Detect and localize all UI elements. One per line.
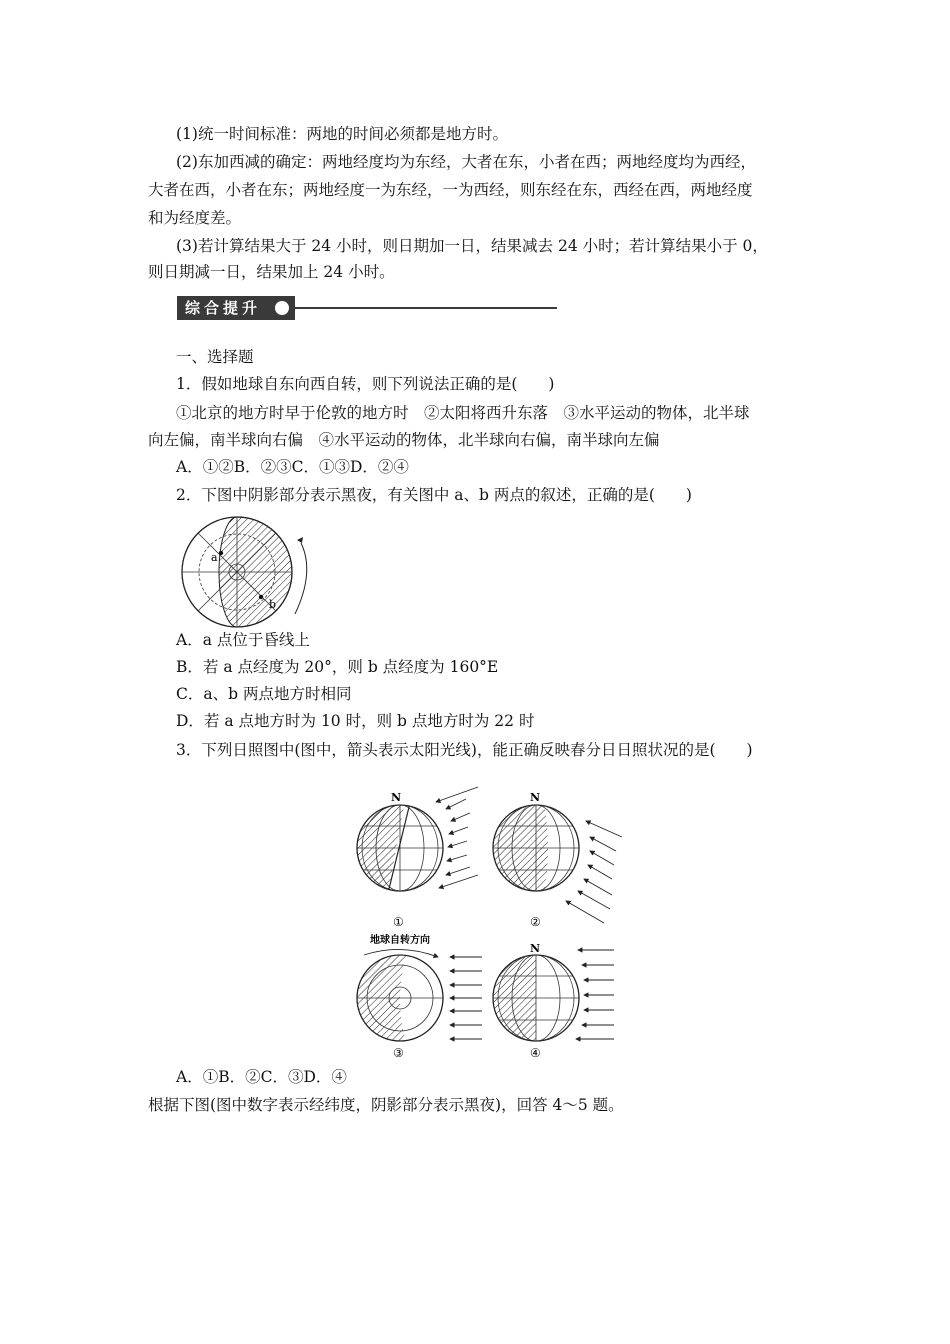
caption-4: ④ [530,1046,541,1060]
caption-2: ② [530,915,541,929]
q3-stem: 3．下列日照图中(图中，箭头表示太阳光线)，能正确反映春分日日照状况的是( ) [176,741,753,759]
north-label-4: N [530,942,541,955]
intro-line-3: 大者在西，小者在东；两地经度一为东经，一为西经，则东经在东，西经在西，两地经度 [148,181,753,199]
q2-option-c: C．a、b 两点地方时相同 [176,685,352,703]
q1-statement-2: 向左偏，南半球向右偏 ④水平运动的物体，北半球向右偏，南半球向左偏 [148,431,660,449]
section-rule [295,307,557,309]
label-a: a [211,551,218,564]
q2-option-a: A．a 点位于昏线上 [176,631,310,649]
point-b [259,595,263,599]
q2-option-b: B．若 a 点经度为 20°，则 b 点经度为 160°E [176,658,499,676]
q2-polar-diagram [172,516,322,628]
globe-4 [490,942,614,1060]
globe-2 [480,785,622,929]
globe-3 [350,933,482,1060]
q2-option-d: D．若 a 点地方时为 10 时，则 b 点地方时为 22 时 [176,712,535,730]
intro-line-2: (2)东加西减的确定：两地经度均为东经，大者在东，小者在西；两地经度均为西经， [176,153,756,171]
part-heading: 一、选择题 [176,348,254,366]
q3-sunlight-diagrams [350,785,630,1075]
intro-line-4: 和为经度差。 [148,209,242,227]
q1-stem: 1．假如地球自东向西自转，则下列说法正确的是( ) [176,375,555,393]
q3-options: A．①B．②C．③D．④ [176,1068,347,1086]
globe-1 [350,785,478,929]
intro-line-6: 则日期减一日，结果加上 24 小时。 [148,263,395,281]
intro-line-1: (1)统一时间标准：两地的时间必须都是地方时。 [176,125,508,143]
rotation-arrow-icon [295,543,307,614]
intro-line-5: (3)若计算结果大于 24 小时，则日期加一日，结果减去 24 小时；若计算结果小于 0， [176,237,768,255]
q1-options: A．①②B．②③C．①③D．②④ [176,458,409,476]
caption-1: ① [393,915,404,929]
label-b: b [269,598,277,611]
section-bullet-icon [275,301,289,315]
caption-3: ③ [393,1046,404,1060]
q45-stem: 根据下图(图中数字表示经纬度，阴影部分表示黑夜)，回答 4～5 题。 [148,1096,624,1114]
q1-statement-1: ①北京的地方时早于伦敦的地方时 ②太阳将西升东落 ③水平运动的物体，北半球 [176,404,750,422]
north-label-2: N [530,791,541,804]
section-title: 综合提升 [177,296,295,320]
section-header [177,296,557,320]
point-a [219,551,223,555]
north-label-1: N [391,791,402,804]
rotation-direction-label: 地球自转方向 [370,935,430,946]
q2-stem: 2．下图中阴影部分表示黑夜，有关图中 a、b 两点的叙述，正确的是( ) [176,486,692,504]
